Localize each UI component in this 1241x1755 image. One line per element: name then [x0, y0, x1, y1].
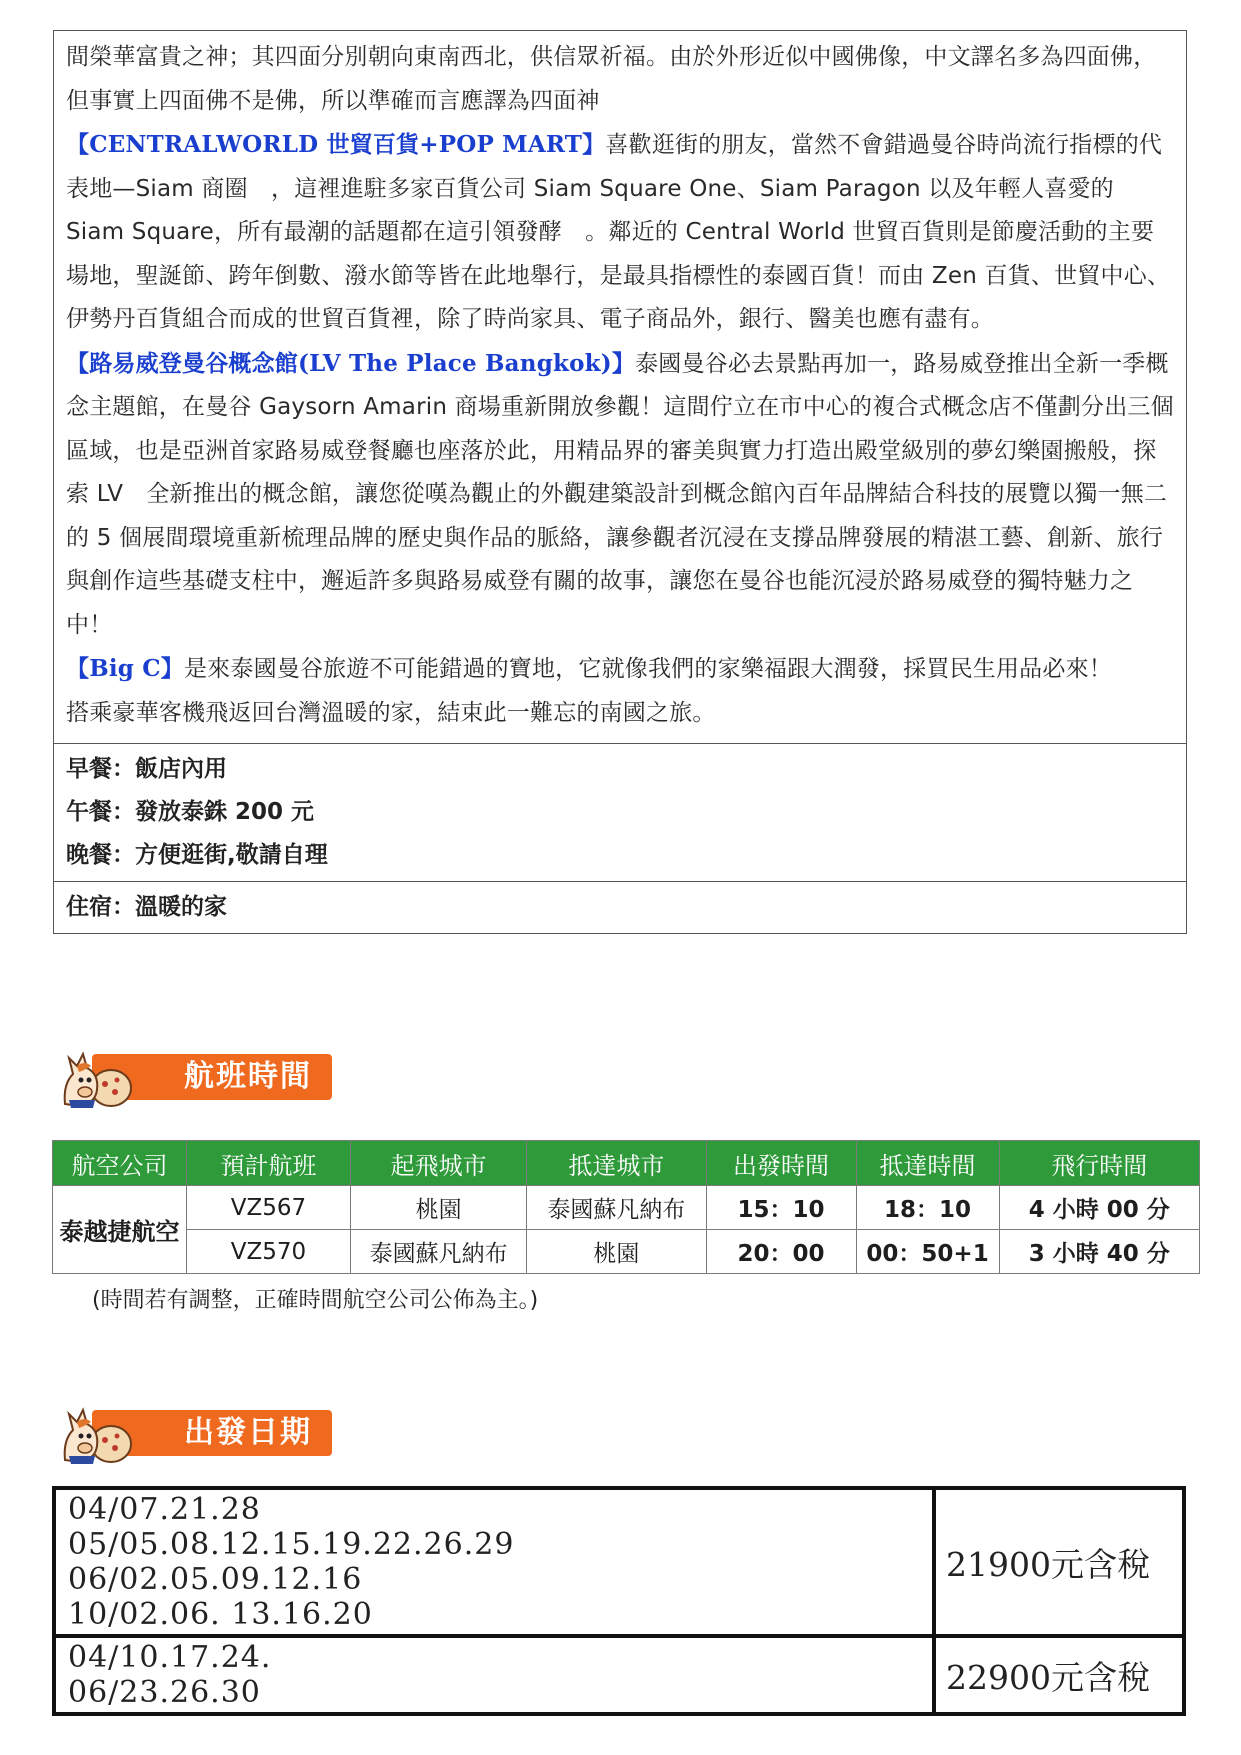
- bigc-title: 【Big C】: [66, 655, 184, 682]
- arrive-time-cell: 18：10: [856, 1186, 999, 1230]
- depart-time-cell: 20：00: [706, 1230, 856, 1274]
- bigc-paragraph: [66, 647, 1174, 692]
- flight-number-cell: VZ567: [186, 1186, 350, 1230]
- flight-note: (時間若有調整，正確時間航空公司公佈為主。): [92, 1288, 539, 1313]
- meals-row: [54, 743, 1186, 881]
- departure-section-header: [55, 1400, 312, 1460]
- centralworld-text: 喜歡逛街的朋友，當然不會錯過曼谷時尚流行指標的代表地—Siam 商圈 ，這裡進駐多家百貨公司 Siam Square One、Siam Paragon 以及年輕人喜愛的 Siam Square，所有最潮的話題都在這引領發酵 。鄰近的 Central World 世貿百貨則是節慶活動的主要場地，聖誕節、跨年倒數、潑水節等皆在此地舉行，是最具指標性的泰國百貨！而由 Zen 百貨、世貿中心、伊勢丹百貨組合而成的世貿百貨裡，除了時尚家具、電子商品外，銀行、醫美也應有盡有。: [66, 132, 1171, 332]
- centralworld-title: 【CENTRALWORLD 世貿百貨+POP MART】: [66, 131, 606, 158]
- date-line: 04/07.21.28: [68, 1492, 261, 1527]
- header-duration: 飛行時間: [999, 1141, 1199, 1186]
- lodging-row: [54, 881, 1186, 933]
- header-flight: 預計航班: [186, 1141, 350, 1186]
- dinner-label: 晚餐：方便逛街,敬請自理: [66, 842, 328, 868]
- bigc-text: 是來泰國曼谷旅遊不可能錯過的寶地，它就像我們的家樂福跟大潤發，採買民生用品必來！: [183, 656, 1112, 682]
- table-row: [54, 1488, 1184, 1636]
- table-row: [53, 1186, 1200, 1230]
- to-city-cell: 泰國蘇凡納布: [527, 1186, 706, 1230]
- departure-section-title: 出發日期: [92, 1410, 332, 1456]
- duration-cell: 4 小時 00 分: [999, 1186, 1199, 1230]
- flight-table: [52, 1140, 1200, 1274]
- date-line: 06/23.26.30: [68, 1675, 261, 1710]
- header-depart: 出發時間: [706, 1141, 856, 1186]
- to-city-cell: 桃園: [527, 1230, 706, 1274]
- horse-mascot-icon: [55, 1044, 139, 1110]
- duration-cell: 3 小時 40 分: [999, 1230, 1199, 1274]
- departure-table: [52, 1486, 1186, 1716]
- return-paragraph: 搭乘豪華客機飛返回台灣溫暖的家，結束此一難忘的南國之旅。: [66, 699, 716, 726]
- header-arrive: 抵達時間: [856, 1141, 999, 1186]
- price-cell: 21900元含稅: [934, 1488, 1184, 1636]
- flight-section-header: [55, 1044, 312, 1104]
- lodging-label: 住宿：溫暖的家: [66, 894, 227, 920]
- header-from: 起飛城市: [351, 1141, 527, 1186]
- price-cell: 22900元含稅: [934, 1636, 1184, 1714]
- flight-table-header: [53, 1141, 1200, 1186]
- table-row: [54, 1636, 1184, 1714]
- airline-cell: 泰越捷航空: [53, 1186, 187, 1274]
- breakfast-label: 早餐：飯店內用: [66, 756, 227, 782]
- header-airline: 航空公司: [53, 1141, 187, 1186]
- table-row: [53, 1230, 1200, 1274]
- flight-number-cell: VZ570: [186, 1230, 350, 1274]
- date-line: 06/02.05.09.12.16: [68, 1562, 363, 1597]
- lv-title: 【路易威登曼谷概念館(LV The Place Bangkok)】: [66, 349, 636, 377]
- dates-cell: [54, 1636, 934, 1714]
- centralworld-paragraph: [66, 123, 1174, 342]
- lv-text: 泰國曼谷必去景點再加一，路易威登推出全新一季概念主題館，在曼谷 Gaysorn Amarin 商場重新開放參觀！這間佇立在市中心的複合式概念店不僅劃分出三個區域，也是亞洲首家路易威登餐廳也座落於此，用精品界的審美與實力打造出殿堂級別的夢幻樂園搬般，探索 LV 全新推出的概念館，讓您從嘆為觀止的外觀建築設計到概念館內百年品牌結合科技的展覽以獨一無二的 5 個展間環境重新梳理品牌的歷史與作品的脈絡，讓參觀者沉浸在支撐品牌發展的精湛工藝、創新、旅行與創作這些基礎支柱中，邂逅許多與路易威登有關的故事，讓您在曼谷也能沉浸於路易威登的獨特魅力之中！: [66, 350, 1174, 638]
- flight-section-title: 航班時間: [92, 1054, 332, 1100]
- header-to: 抵達城市: [527, 1141, 706, 1186]
- date-line: 05/05.08.12.15.19.22.26.29: [68, 1527, 515, 1562]
- lunch-label: 午餐：發放泰銖 200 元: [66, 799, 315, 825]
- arrive-time-cell: 00：50+1: [856, 1230, 999, 1274]
- date-line: 04/10.17.24.: [68, 1640, 272, 1675]
- dates-cell: [54, 1488, 934, 1636]
- depart-time-cell: 15：10: [706, 1186, 856, 1230]
- horse-mascot-icon: [55, 1400, 139, 1466]
- from-city-cell: 泰國蘇凡納布: [351, 1230, 527, 1274]
- date-line: 10/02.06. 13.16.20: [68, 1597, 373, 1632]
- itinerary-box: [53, 30, 1187, 934]
- lv-paragraph: [66, 342, 1174, 648]
- from-city-cell: 桃園: [351, 1186, 527, 1230]
- intro-paragraph: 間榮華富貴之神；其四面分別朝向東南西北，供信眾祈福。由於外形近似中國佛像，中文譯名多為四面佛，但事實上四面佛不是佛，所以準確而言應譯為四面神: [66, 44, 1157, 114]
- itinerary-description: [54, 31, 1186, 743]
